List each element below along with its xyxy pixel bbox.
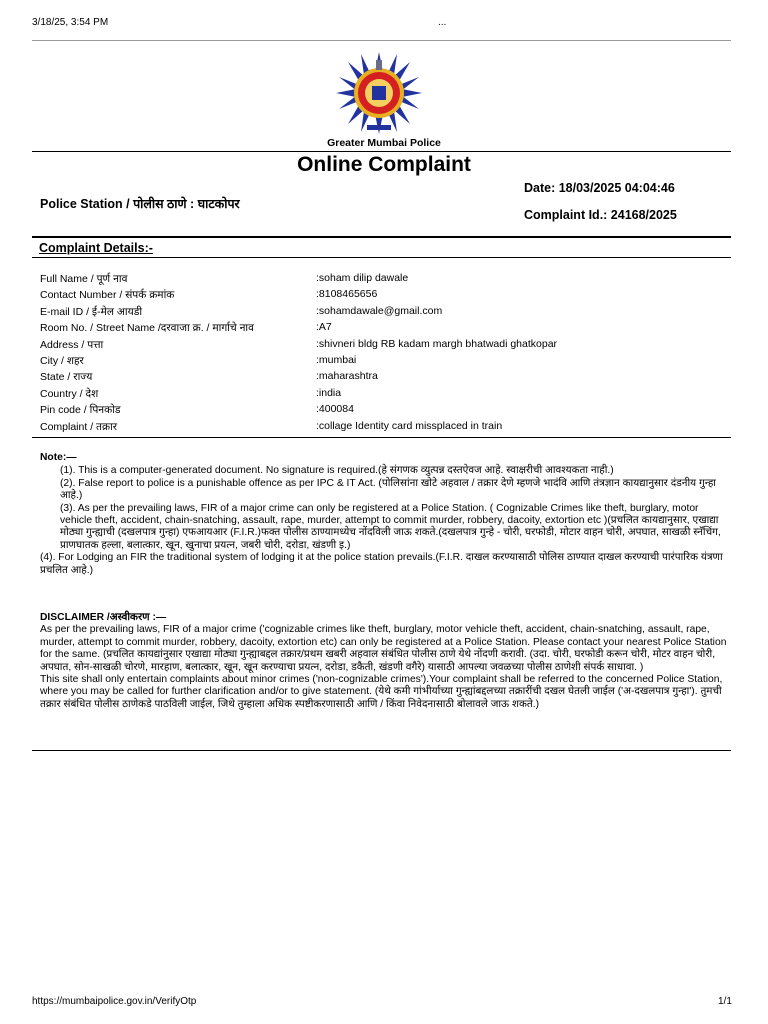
row-label: Full Name / पूर्ण नाव: [40, 273, 128, 285]
table-row: [40, 354, 730, 370]
details-rule: [32, 236, 731, 238]
row-value: :india: [316, 386, 342, 399]
disclaimer-paragraph-1: As per the prevailing laws, FIR of a major crime ('cognizable crimes like theft, burglary, motor vehicle theft, accident, chain-snatching, assault, rape, murder, attempt to commit murder, robbery, dacoity, extortion etc) can only be registered at a Police Station. Please contact your nearest Police Station for the same. (प्रचलित कायद्यांनुसार एखाद्या मोठ्या गुन्ह्याबद्दल तक्रार/प्रथम खबरी अहवाल संबंधित पोलीस ठाणे येथे नोंदणी करावी. (उदा. चोरी, घरफोडी करून चोरी, मोटर वाहन चोरी, अपघात, सोन-साखळी चोरणे, मारहाण, बलात्कार, खून, खून करण्याचा प्रयत्न, दरोडा, डकैती, खंडणी वगैरे) यासाठी आपल्या जवळच्या पोलीस ठाणेशी संपर्क साधावा. ): [40, 624, 727, 673]
table-row: [40, 387, 730, 403]
table-row: [40, 370, 730, 386]
row-label: Room No. / Street Name /दरवाजा क्र. / मार्गाचे नाव: [40, 322, 254, 335]
footer-rule: [32, 750, 731, 751]
row-value: :maharashtra: [316, 370, 378, 383]
complaint-details-table: [40, 272, 730, 436]
print-url: https://mumbaipolice.gov.in/VerifyOtp: [32, 996, 197, 1007]
row-value: :mumbai: [316, 353, 357, 366]
note-2: (2). False report to police is a punishable offence as per IPC & IT Act. (पोलिसांना खोटे अहवाल / तक्रार देणे म्हणजे भादंवि आणि तंत्रज्ञान कायद्यानुसार दंडनीय गुन्हा आहे.): [60, 477, 716, 502]
table-row: [40, 338, 730, 354]
notes-section: [40, 452, 730, 577]
table-row: [40, 403, 730, 419]
table-row: [40, 420, 730, 436]
disclaimer-heading: DISCLAIMER /अस्वीकरण :—: [40, 612, 167, 623]
row-label: Address / पत्ता: [40, 338, 104, 351]
note-4: (4). For Lodging an FIR the traditional system of lodging it at the police station prevails.(F.I.R. दाखल करण्यासाठी पोलिस ठाण्यात दाखल करण्याची पारंपारिक यंत्रणा प्रचलित आहे.): [40, 552, 723, 576]
complaint-date: Date: 18/03/2025 04:04:46: [524, 181, 675, 195]
details-heading: Complaint Details:-: [39, 241, 153, 255]
row-value: :collage Identity card missplaced in train: [316, 419, 503, 432]
police-station: Police Station / पोलीस ठाणे : घाटकोपर: [40, 197, 240, 211]
table-row: [40, 272, 730, 288]
notes-rule: [32, 437, 731, 438]
row-value: :400084: [316, 403, 354, 416]
row-value: :8108465656: [316, 288, 378, 301]
note-3: (3). As per the prevailing laws, FIR of a major crime can only be registered at a Police Station. ( Cognizable Crimes like theft, burglary, motor vehicle theft, accident, chain-snatching, assault, rape, murder, attempt to commit murder, robbery, dacoity, extortion etc )(प्रचलित कायद्यानुसार, एखाद्या मोठ्या गुन्ह्याची (दखलपात्र गुन्हा) एफआयआर (F.I.R.)फक्त पोलीस ठाण्यामध्येच नोंदविली जाऊ शकते.(दखलपात्र गुन्हे - चोरी, घरफोडी, मोटार वाहन चोरी, अपघात, साखळी स्नॅचिंग, प्राणघातक हल्ला, बलात्कार, खून, खुनाचा प्रयत्न, जबरी चोरी, दरोडा, खंडणी इ.): [60, 502, 721, 551]
page-title: Online Complaint: [297, 153, 471, 176]
row-value: :shivneri bldg RB kadam margh bhatwadi ghatkopar: [316, 337, 558, 350]
table-row: [40, 321, 730, 337]
print-timestamp: 3/18/25, 3:54 PM: [32, 17, 109, 28]
mumbai-police-emblem-icon: [334, 50, 424, 136]
org-name: Greater Mumbai Police: [327, 137, 441, 149]
disclaimer-paragraph-2: This site shall only entertain complaints about minor crimes ('non-cognizable crimes').Your complaint shall be referred to the concerned Police Station, where you may be called for further clarification and/or to give statement. (येथे कमी गांभीर्याच्या गुन्ह्यांबद्दलच्या तक्रारींची दखल घेतली जाईल ('अ-दखलपात्र गुन्हा'). तुमची तक्रार संबंधित पोलीस ठाणेकडे पाठविली जाईल, जिथे तुम्हाला अधिक स्पष्टीकरणासाठी आणि / किंवा निवेदनासाठी बोलावले जाऊ शकते.): [40, 674, 723, 710]
row-label: Pin code / पिनकोड: [40, 404, 121, 417]
row-label: City / शहर: [40, 354, 84, 367]
row-label: Contact Number / संपर्क क्रमांक: [40, 289, 175, 302]
table-row: [40, 305, 730, 321]
header-divider: [32, 40, 731, 41]
print-page-count: 1/1: [718, 996, 732, 1007]
print-title: ...: [438, 17, 447, 28]
complaint-id: Complaint Id.: 24168/2025: [524, 208, 677, 222]
notes-heading: Note:—: [40, 452, 77, 463]
note-1: (1). This is a computer-generated document. No signature is required.(हे संगणक व्युत्पन्न दस्तऐवज आहे. स्वाक्षरीची आवश्यकता नाही.): [60, 465, 614, 477]
table-row: [40, 288, 730, 304]
title-rule-top: [32, 151, 731, 152]
details-heading-rule: [32, 257, 731, 258]
row-label: Country / देश: [40, 387, 99, 400]
row-label: E-mail ID / ई-मेल आयडी: [40, 305, 143, 318]
row-label: Complaint / तक्रार: [40, 420, 118, 433]
row-value: :A7: [316, 321, 332, 334]
row-value: :sohamdawale@gmail.com: [316, 304, 443, 317]
disclaimer-section: [40, 612, 730, 711]
row-value: :soham dilip dawale: [316, 272, 409, 284]
row-label: State / राज्य: [40, 371, 93, 384]
